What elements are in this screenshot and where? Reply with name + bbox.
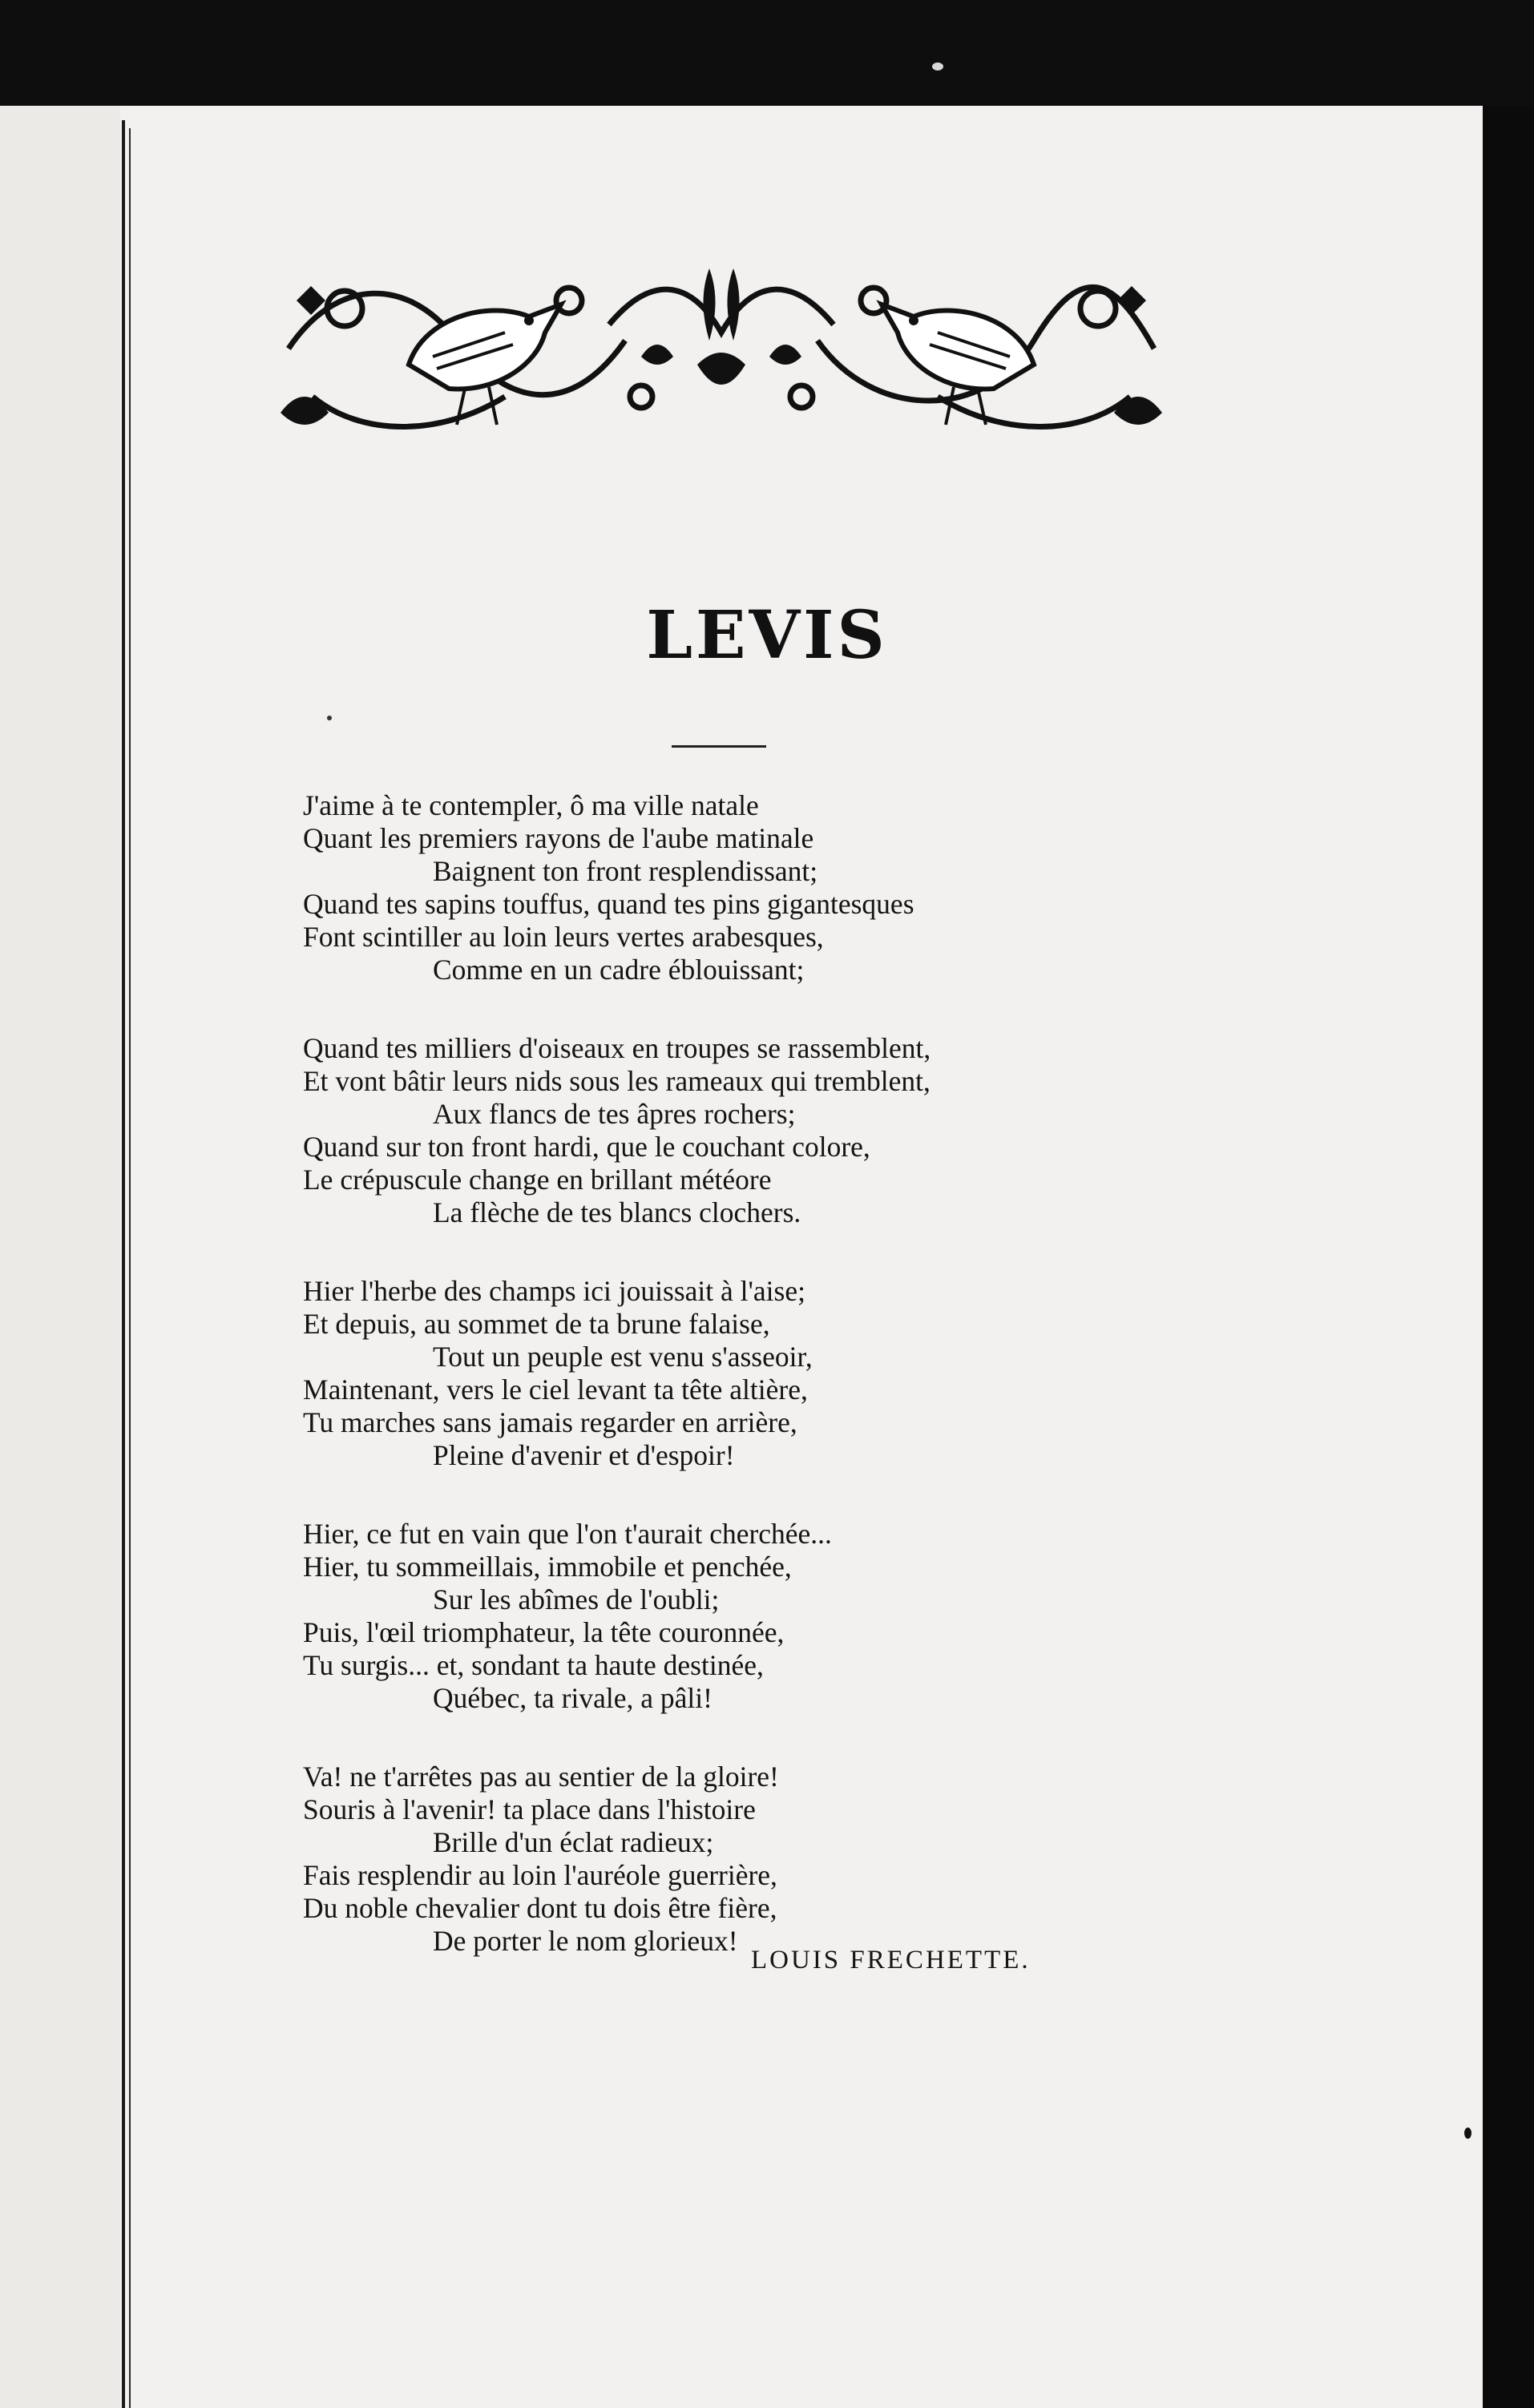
stanza-2 (303, 1032, 1201, 1229)
poem-line: Hier, ce fut en vain que l'on t'aurait cherchée... (303, 1518, 832, 1550)
scan-left-margin (0, 106, 120, 2408)
poem-line: Le crépuscule change en brillant météore (303, 1164, 772, 1196)
poem-line: Québec, ta rivale, a pâli! (433, 1682, 713, 1714)
stanza-4 (303, 1518, 1201, 1715)
scan-speck (327, 716, 332, 720)
poem-line: Et depuis, au sommet de ta brune falaise, (303, 1308, 770, 1340)
title-rule (672, 745, 766, 748)
poem-line: Souris à l'avenir! ta place dans l'histoire (303, 1793, 756, 1825)
poem-line: Brille d'un éclat radieux; (433, 1826, 714, 1858)
binding-gutter-line (122, 120, 125, 2408)
poem-line: Tu surgis... et, sondant ta haute destinée, (303, 1649, 764, 1681)
floral-bird-ornament-icon (264, 244, 1178, 453)
poem-line: Fais resplendir au loin l'auréole guerrière, (303, 1859, 777, 1891)
binding-gutter-line-inner (129, 128, 131, 2408)
poem-line: La flèche de tes blancs clochers. (433, 1196, 801, 1228)
scan-right-edge (1483, 106, 1534, 2408)
poem-line: Va! ne t'arrêtes pas au sentier de la gloire! (303, 1761, 779, 1793)
scan-speck (932, 63, 943, 71)
stanza-1 (303, 789, 1201, 986)
poem-body (303, 789, 1201, 2003)
poem-line: Quand tes sapins touffus, quand tes pins gigantesques (303, 888, 914, 920)
poem-line: De porter le nom glorieux! (433, 1925, 738, 1957)
stanza-3 (303, 1275, 1201, 1472)
scan-top-edge (0, 0, 1534, 120)
poem-line: Comme en un cadre éblouissant; (433, 954, 805, 986)
poem-line: Sur les abîmes de l'oubli; (433, 1583, 720, 1615)
poem-line: Baignent ton front resplendissant; (433, 855, 818, 887)
stanza-5 (303, 1761, 1201, 1958)
scan-speck (1464, 2128, 1471, 2139)
author-signature: LOUIS FRECHETTE. (751, 1946, 1031, 1974)
poem-line: Quant les premiers rayons de l'aube matinale (303, 822, 814, 854)
poem-line: Hier, tu sommeillais, immobile et penchée, (303, 1551, 792, 1583)
poem-title: LEVIS (646, 597, 888, 674)
poem-line: J'aime à te contempler, ô ma ville natale (303, 789, 759, 821)
poem-line: Hier l'herbe des champs ici jouissait à l'aise; (303, 1275, 805, 1307)
poem-line: Puis, l'œil triomphateur, la tête couronnée, (303, 1616, 785, 1648)
poem-line: Maintenant, vers le ciel levant ta tête altière, (303, 1373, 808, 1406)
poem-line: Tu marches sans jamais regarder en arrière, (303, 1406, 797, 1438)
poem-line: Tout un peuple est venu s'asseoir, (433, 1341, 813, 1373)
poem-line: Et vont bâtir leurs nids sous les rameaux qui tremblent, (303, 1065, 930, 1097)
poem-line: Aux flancs de tes âpres rochers; (433, 1098, 796, 1130)
poem-line: Quand tes milliers d'oiseaux en troupes se rassemblent, (303, 1032, 931, 1064)
poem-line: Pleine d'avenir et d'espoir! (433, 1439, 735, 1471)
poem-line: Du noble chevalier dont tu dois être fière, (303, 1892, 777, 1924)
poem-line: Font scintiller au loin leurs vertes arabesques, (303, 921, 824, 953)
poem-line: Quand sur ton front hardi, que le couchant colore, (303, 1131, 870, 1163)
